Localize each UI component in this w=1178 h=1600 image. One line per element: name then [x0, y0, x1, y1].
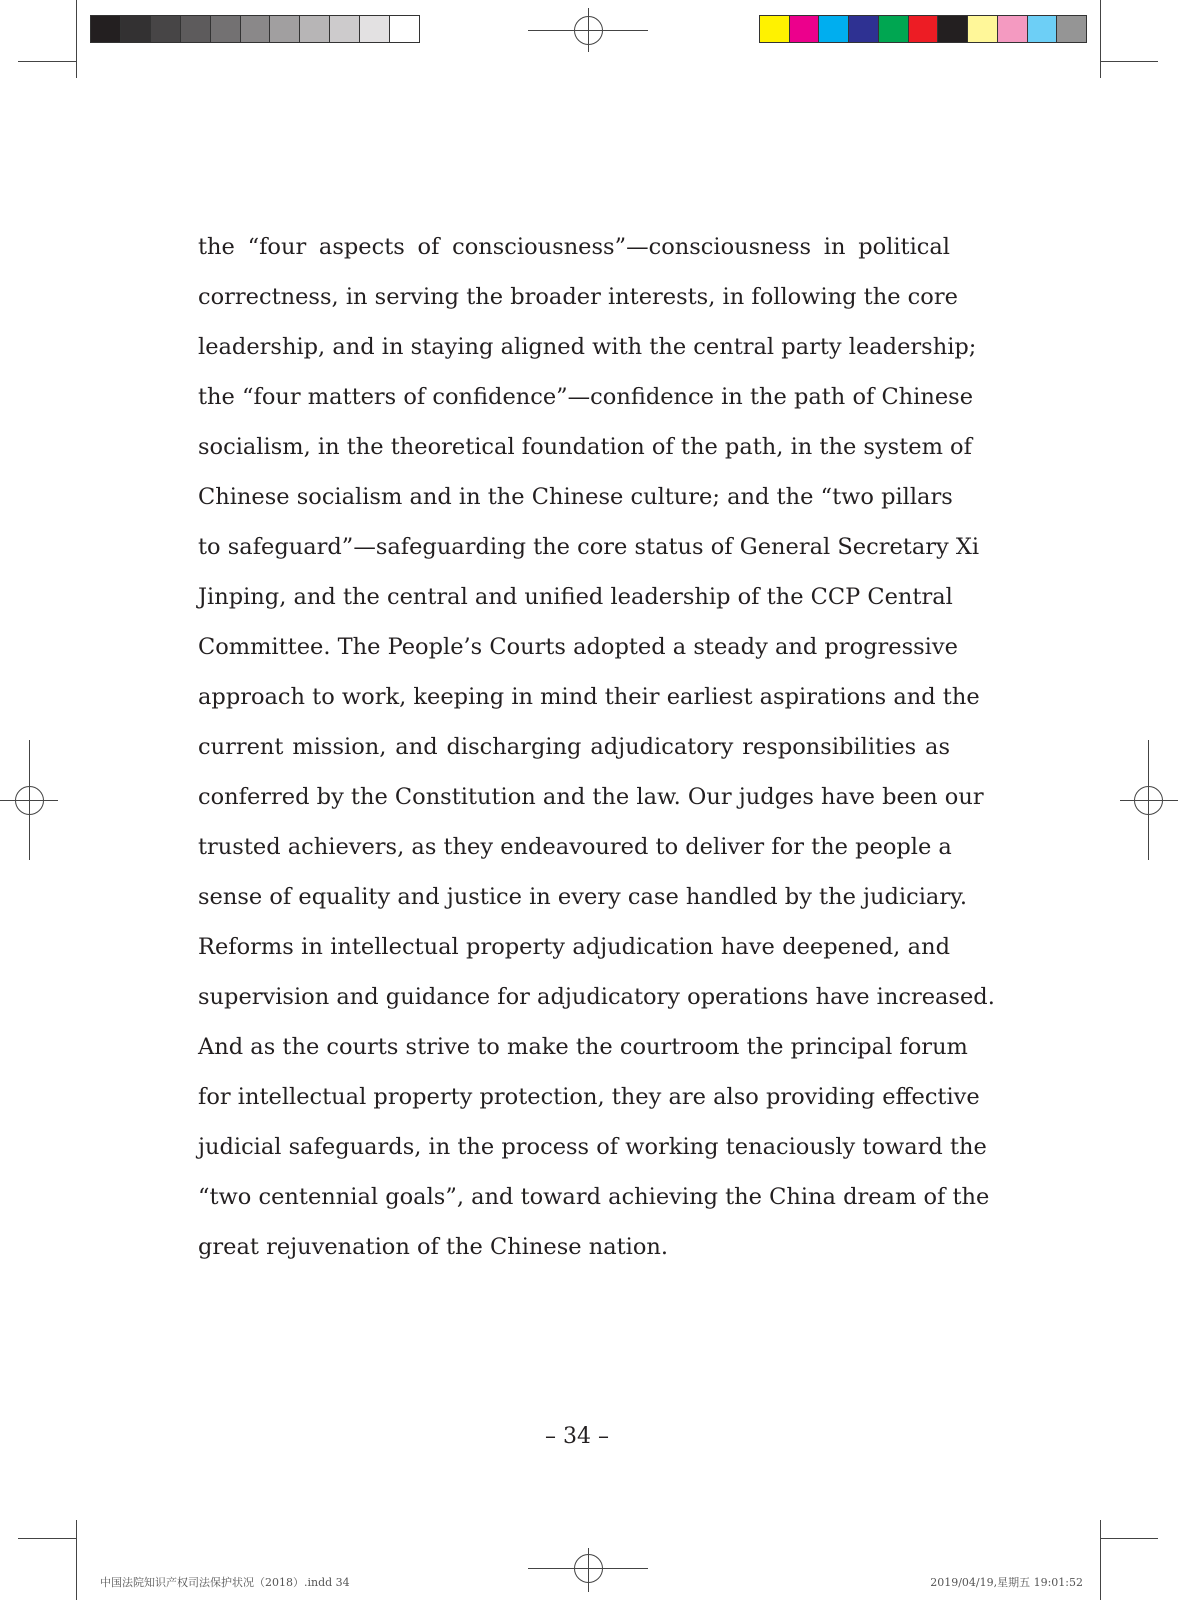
- text-line: the “four matters of confidence”—confidence in the path of Chinese: [198, 384, 974, 410]
- color-swatch: [790, 16, 820, 42]
- page-number: – 34 –: [545, 1424, 609, 1449]
- color-swatch: [968, 16, 998, 42]
- gray-swatch: [241, 16, 271, 42]
- gray-swatch: [211, 16, 241, 42]
- color-swatch: [1057, 16, 1086, 42]
- color-swatch: [1028, 16, 1058, 42]
- gray-swatch: [270, 16, 300, 42]
- crop-mark: [18, 1538, 76, 1539]
- color-swatch: [938, 16, 968, 42]
- gray-swatch: [360, 16, 390, 42]
- text-line: judicial safeguards, in the process of working tenaciously toward the: [198, 1134, 987, 1160]
- process-color-bar: [759, 15, 1087, 43]
- crop-mark: [1100, 1538, 1158, 1539]
- color-swatch: [998, 16, 1028, 42]
- registration-circle: [15, 786, 44, 815]
- color-swatch: [909, 16, 939, 42]
- color-swatch: [849, 16, 879, 42]
- gray-swatch: [91, 16, 121, 42]
- gray-swatch: [121, 16, 151, 42]
- text-line: great rejuvenation of the Chinese nation.: [198, 1234, 669, 1260]
- registration-circle: [1134, 786, 1163, 815]
- text-line: to safeguard”—safeguarding the core status of General Secretary Xi: [198, 534, 980, 560]
- text-line: trusted achievers, as they endeavoured to deliver for the people a: [198, 834, 952, 860]
- text-line: Chinese socialism and in the Chinese culture; and the “two pillars: [198, 484, 953, 510]
- color-swatch: [819, 16, 849, 42]
- paragraph: [198, 222, 995, 1272]
- crop-mark: [76, 1520, 77, 1600]
- color-swatch: [879, 16, 909, 42]
- text-line: sense of equality and justice in every case handled by the judiciary.: [198, 884, 967, 910]
- gray-swatch: [390, 16, 419, 42]
- text-line: for intellectual property protection, they are also providing effective: [198, 1084, 980, 1110]
- text-line: And as the courts strive to make the courtroom the principal forum: [198, 1034, 968, 1060]
- body-text: [198, 222, 995, 1272]
- text-line: approach to work, keeping in mind their earliest aspirations and the: [198, 684, 980, 710]
- crop-mark: [1100, 0, 1101, 78]
- text-line: correctness, in serving the broader interests, in following the core: [198, 284, 958, 310]
- text-line: socialism, in the theoretical foundation of the path, in the system of: [198, 434, 972, 460]
- text-line: Reforms in intellectual property adjudication have deepened, and: [198, 934, 950, 960]
- text-line: Jinping, and the central and unified leadership of the CCP Central: [198, 584, 953, 610]
- text-line: “two centennial goals”, and toward achieving the China dream of the: [198, 1184, 990, 1210]
- text-line: the “four aspects of consciousness”—consciousness in political: [198, 234, 950, 260]
- grayscale-color-bar: [90, 15, 420, 43]
- text-line: leadership, and in staying aligned with the central party leadership;: [198, 334, 977, 360]
- text-line: Committee. The People’s Courts adopted a steady and progressive: [198, 634, 958, 660]
- registration-circle: [574, 1554, 603, 1583]
- gray-swatch: [151, 16, 181, 42]
- crop-mark: [76, 0, 77, 78]
- timestamp-slug: 2019/04/19,星期五 19:01:52: [930, 1576, 1083, 1589]
- gray-swatch: [330, 16, 360, 42]
- crop-mark: [18, 61, 76, 62]
- crop-mark: [1100, 1520, 1101, 1600]
- crop-mark: [1100, 61, 1158, 62]
- text-line: supervision and guidance for adjudicatory operations have increased.: [198, 984, 995, 1010]
- text-line: current mission, and discharging adjudicatory responsibilities as: [198, 734, 950, 760]
- color-swatch: [760, 16, 790, 42]
- registration-circle: [574, 16, 603, 45]
- gray-swatch: [300, 16, 330, 42]
- text-line: conferred by the Constitution and the law. Our judges have been our: [198, 784, 984, 810]
- gray-swatch: [181, 16, 211, 42]
- file-slug: 中国法院知识产权司法保护状况（2018）.indd 34: [100, 1576, 350, 1589]
